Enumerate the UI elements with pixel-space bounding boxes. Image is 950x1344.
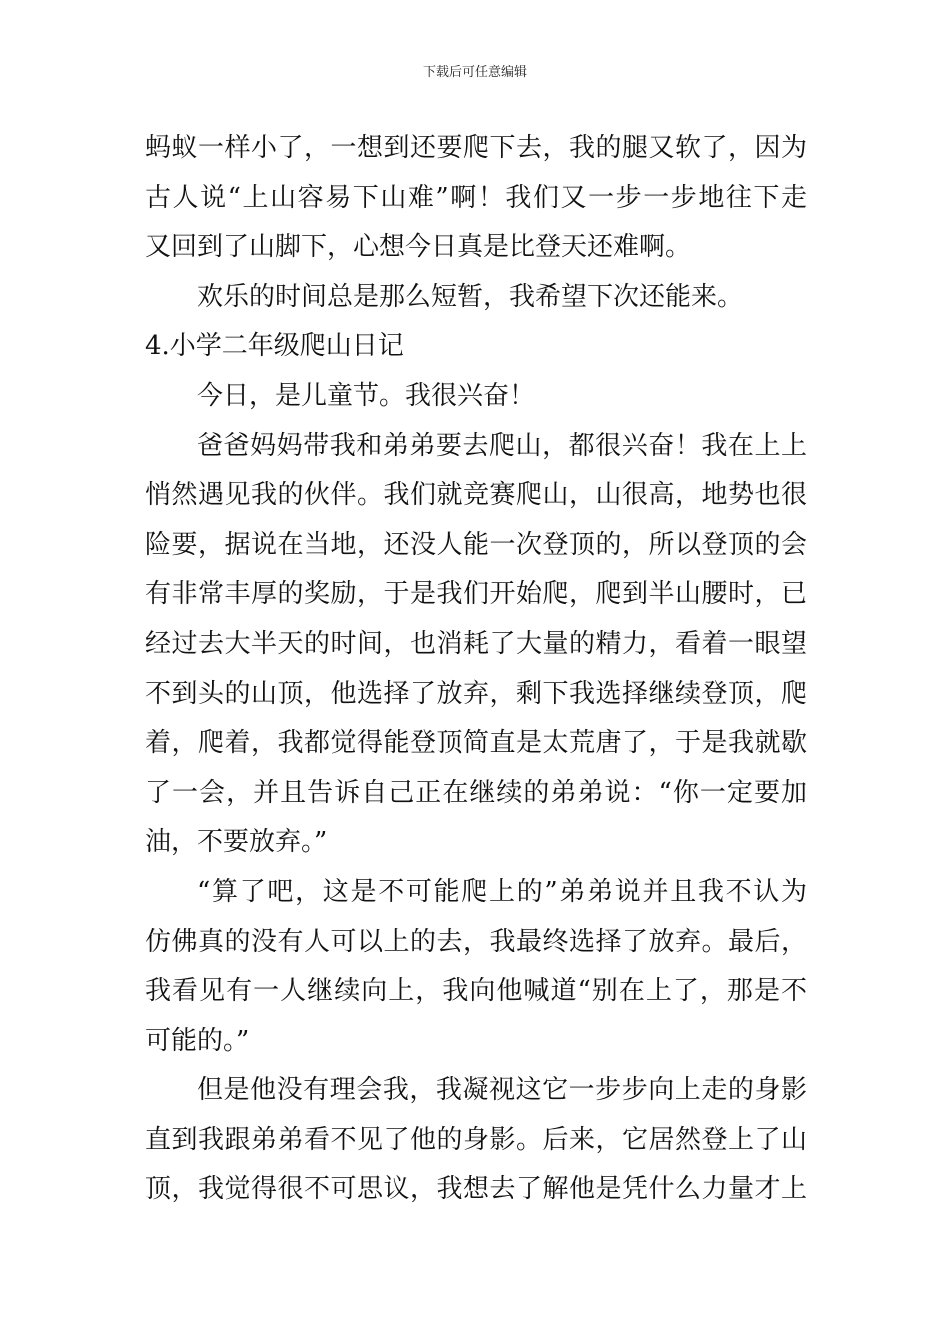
text-line: 直到我跟弟弟看不见了他的身影。后来，它居然登上了山 [145,1124,807,1155]
text-line: 可能的。” [145,1025,250,1056]
text-line: 了一会，并且告诉自己正在继续的弟弟说：“你一定要加 [145,777,807,808]
text-line: 但是他没有理会我，我凝视这它一步步向上走的身影 [197,1075,807,1106]
text-line: 古人说“上山容易下山难”啊！我们又一步一步地往下走 [145,182,807,213]
text-line: 悄然遇见我的伙伴。我们就竞赛爬山，山很高，地势也很 [145,480,807,511]
text-line: 经过去大半天的时间，也消耗了大量的精力，看着一眼望 [145,628,807,659]
text-line: 险要，据说在当地，还没人能一次登顶的，所以登顶的会 [145,529,807,560]
text-line: 顶，我觉得很不可思议，我想去了解他是凭什么力量才上 [145,1174,807,1205]
text-line: 欢乐的时间总是那么短暂，我希望下次还能来。 [197,281,744,312]
text-line: 仿佛真的没有人可以上的去，我最终选择了放弃。最后， [145,926,807,957]
text-line: 蚂蚁一样小了，一想到还要爬下去，我的腿又软了，因为 [145,133,807,163]
page-header-note: 下载后可任意编辑 [422,65,527,80]
section-heading: 4.小学二年级爬山日记 [145,331,404,362]
text-line: 不到头的山顶，他选择了放弃，剩下我选择继续登顶，爬 [145,678,807,709]
text-line: 着，爬着，我都觉得能登顶简直是太荒唐了，于是我就歇 [145,728,807,759]
document-body [145,124,807,1215]
text-line: 爸爸妈妈带我和弟弟要去爬山，都很兴奋！我在上上 [197,430,807,461]
text-line: 我看见有一人继续向上，我向他喊道“别在上了，那是不 [145,976,807,1007]
text-line: “算了吧，这是不可能爬上的”弟弟说并且我不认为 [197,876,807,907]
text-line: 油，不要放弃。” [145,827,328,858]
text-line: 有非常丰厚的奖励，于是我们开始爬，爬到半山腰时，已 [145,579,807,610]
text-line: 又回到了山脚下，心想今日真是比登天还难啊。 [145,232,692,263]
text-line: 今日，是儿童节。我很兴奋！ [197,380,536,411]
